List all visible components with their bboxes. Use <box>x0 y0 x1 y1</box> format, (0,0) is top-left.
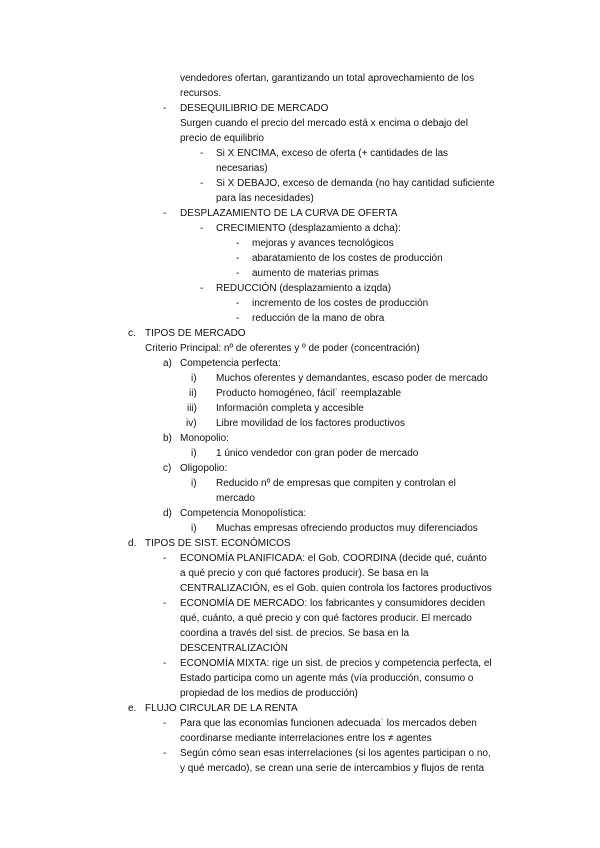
text-line: Si X ENCIMA, exceso de oferta (+ cantidades de las <box>216 148 449 159</box>
list-marker: b) <box>163 433 172 444</box>
text-line: ECONOMÍA MIXTA: rige un sist. de precios y competencia perfecta, el <box>180 658 492 669</box>
bullet-dash: - <box>200 283 204 294</box>
bullet-dash: - <box>236 253 240 264</box>
bullet-dash: - <box>163 553 167 564</box>
list-marker: i) <box>191 448 197 459</box>
text-line: aumento de materias primas <box>252 268 379 279</box>
subheading: DESEQUILIBRIO DE MERCADO <box>180 103 329 114</box>
text-line: propiedad de los medios de producción) <box>180 688 358 699</box>
text-line: Estado participa como un agente más (vía producción, consumo o <box>180 673 474 684</box>
text-line: vendedores ofertan, garantizando un total aprovechamiento de los <box>180 73 475 84</box>
text-line: DESCENTRALIZACIÓN <box>180 643 288 654</box>
text-line: Muchos oferentes y demandantes, escaso poder de mercado <box>216 373 488 384</box>
bullet-dash: - <box>163 598 167 609</box>
text-line: CRECIMIENTO (desplazamiento a dcha): <box>216 223 401 234</box>
text-line: reducción de la mano de obra <box>252 313 385 324</box>
list-marker: i) <box>191 523 197 534</box>
subheading: DESPLAZAMIENTO DE LA CURVA DE OFERTA <box>180 208 398 219</box>
bullet-dash: - <box>163 103 167 114</box>
text-line: ECONOMÍA PLANIFICADA: el Gob. COORDINA (decide qué, cuánto <box>180 553 487 564</box>
text-line: incremento de los costes de producción <box>252 298 429 309</box>
bullet-dash: - <box>200 148 204 159</box>
bullet-dash: - <box>163 208 167 219</box>
section-heading: FLUJO CIRCULAR DE LA RENTA <box>145 703 298 714</box>
text-line: Si X DEBAJO, exceso de demanda (no hay cantidad suficiente <box>216 178 495 189</box>
text-line: necesarias) <box>216 163 268 174</box>
text-line: CENTRALIZACIÓN, es el Gob. quien controla los factores productivos <box>180 583 492 594</box>
list-marker: ii) <box>189 388 197 399</box>
text-line: Libre movilidad de los factores productivos <box>216 418 405 429</box>
text-line: Monopolio: <box>180 433 229 444</box>
section-marker: c. <box>128 328 136 339</box>
text-line: y qué mercado), se crean una serie de intercambios y flujos de renta <box>180 763 485 774</box>
text-line: coordinarse mediante interrelaciones entre los ≠ agentes <box>180 733 432 744</box>
text-line: Muchas empresas ofreciendo productos muy diferenciados <box>216 523 478 534</box>
bullet-dash: - <box>163 658 167 669</box>
text-line: recursos. <box>180 88 222 99</box>
text-line: qué, cuánto, a qué precio y con qué factores producir. El mercado <box>180 613 472 624</box>
bullet-dash: - <box>200 223 204 234</box>
text-line: Competencia Monopolística: <box>180 508 307 519</box>
text-line: Según cómo sean esas interrelaciones (si los agentes participan o no, <box>180 748 491 759</box>
list-marker: c) <box>163 463 172 474</box>
text-line: REDUCCIÓN (desplazamiento a izqda) <box>216 283 392 294</box>
text-line: abaratamiento de los costes de producción <box>252 253 443 264</box>
list-marker: d) <box>163 508 172 519</box>
bullet-dash: - <box>236 238 240 249</box>
text-line: Para que las economías funcionen adecuada˙ los mercados deben <box>180 718 477 729</box>
text-line: mejoras y avances tecnológicos <box>252 238 394 249</box>
text-line: precio de equilibrio <box>180 133 264 144</box>
bullet-dash: - <box>163 748 167 759</box>
bullet-dash: - <box>163 718 167 729</box>
list-marker: i) <box>191 373 197 384</box>
list-marker: i) <box>191 478 197 489</box>
text-line: Competencia perfecta: <box>180 358 281 369</box>
text-line: 1 único vendedor con gran poder de mercado <box>216 448 419 459</box>
text-line: a qué precio y con qué factores producir). Se basa en la <box>180 568 429 579</box>
section-heading: TIPOS DE SIST. ECONÓMICOS <box>145 538 291 549</box>
section-marker: e. <box>128 703 137 714</box>
text-line: Criterio Principal: nº de oferentes y º de poder (concentración) <box>145 343 420 354</box>
text-line: mercado <box>216 493 255 504</box>
text-line: ECONOMÍA DE MERCADO: los fabricantes y consumidores deciden <box>180 598 486 609</box>
section-marker: d. <box>128 538 137 549</box>
text-line: Producto homogéneo, fácil˙ reemplazable <box>216 388 402 399</box>
section-heading: TIPOS DE MERCADO <box>145 328 246 339</box>
list-marker: a) <box>163 358 172 369</box>
bullet-dash: - <box>236 298 240 309</box>
text-line: Oligopolio: <box>180 463 228 474</box>
bullet-dash: - <box>236 268 240 279</box>
text-line: para las necesidades) <box>216 193 314 204</box>
text-line: coordina a través del sist. de precios. Se basa en la <box>180 628 410 639</box>
bullet-dash: - <box>236 313 240 324</box>
list-marker: iv) <box>186 418 197 429</box>
bullet-dash: - <box>200 178 204 189</box>
text-line: Información completa y accesible <box>216 403 364 414</box>
text-line: Surgen cuando el precio del mercado está x encima o debajo del <box>180 118 468 129</box>
text-line: Reducido nº de empresas que compiten y controlan el <box>216 478 456 489</box>
list-marker: iii) <box>187 403 197 414</box>
